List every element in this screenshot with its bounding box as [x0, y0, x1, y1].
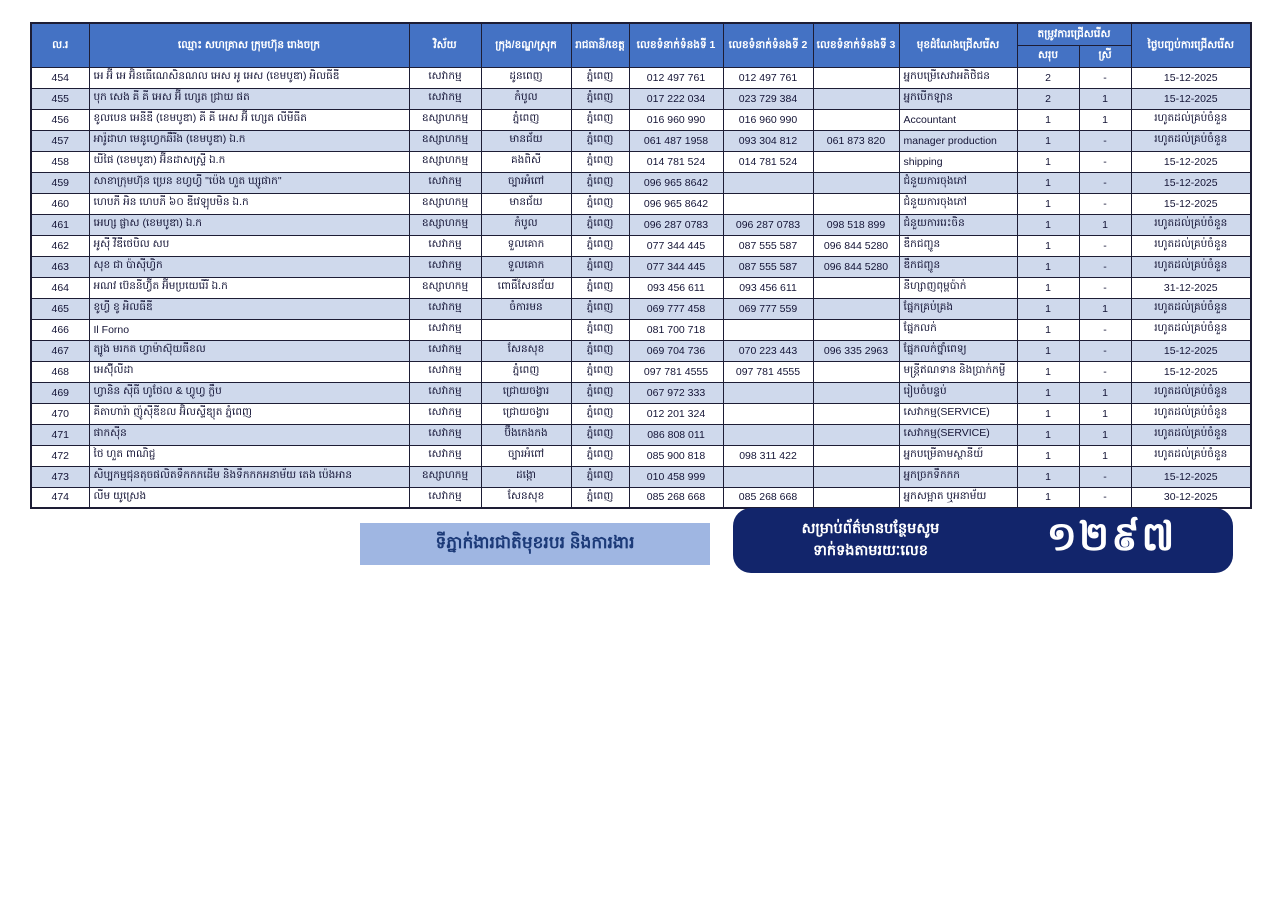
cell-deadline: 15-12-2025	[1131, 193, 1251, 214]
cell-no: 458	[31, 151, 89, 172]
cell-phone1: 077 344 445	[629, 235, 723, 256]
table-body	[31, 67, 1251, 508]
cell-position: ជំនួយការចុងភៅ	[899, 172, 1017, 193]
cell-deadline: 30-12-2025	[1131, 487, 1251, 508]
cell-name: សុខ ជា ប៉ាស៊ីហ្វិក	[89, 256, 409, 277]
cell-province: ភ្នំពេញ	[571, 298, 629, 319]
cell-phone2	[723, 424, 813, 445]
cell-phone1: 061 487 1958	[629, 130, 723, 151]
cell-deadline: រហូតដល់គ្រប់ចំនួន	[1131, 319, 1251, 340]
cell-phone2: 097 781 4555	[723, 361, 813, 382]
cell-total: 1	[1017, 172, 1079, 193]
cell-deadline: រហូតដល់គ្រប់ចំនួន	[1131, 382, 1251, 403]
hotline-banner	[733, 508, 1233, 573]
cell-no: 455	[31, 88, 89, 109]
cell-female: -	[1079, 340, 1131, 361]
cell-female: 1	[1079, 109, 1131, 130]
cell-phone3	[813, 424, 899, 445]
cell-phone3	[813, 172, 899, 193]
cell-female: 1	[1079, 382, 1131, 403]
cell-district: ពោធិ៍សែនជ័យ	[481, 277, 571, 298]
cell-deadline: រហូតដល់គ្រប់ចំនួន	[1131, 424, 1251, 445]
cell-no: 462	[31, 235, 89, 256]
cell-total: 1	[1017, 445, 1079, 466]
cell-phone2: 016 960 990	[723, 109, 813, 130]
table-row	[31, 382, 1251, 403]
cell-phone2: 014 781 524	[723, 151, 813, 172]
cell-position: អ្នកបម្រើតាមស្ថានីយ៍	[899, 445, 1017, 466]
cell-sector: ឧស្សាហកម្ម	[409, 277, 481, 298]
cell-female: -	[1079, 235, 1131, 256]
cell-female: -	[1079, 130, 1131, 151]
cell-province: ភ្នំពេញ	[571, 67, 629, 88]
cell-total: 2	[1017, 67, 1079, 88]
cell-phone3	[813, 151, 899, 172]
cell-name: ផាកស៊ីន	[89, 424, 409, 445]
hotline-caption-line2: ទាក់ទងតាមរយៈលេខ	[813, 542, 928, 559]
cell-total: 1	[1017, 214, 1079, 235]
cell-phone1: 067 972 333	[629, 382, 723, 403]
table-row	[31, 67, 1251, 88]
cell-total: 1	[1017, 130, 1079, 151]
cell-deadline: 15-12-2025	[1131, 466, 1251, 487]
cell-district: សែនសុខ	[481, 487, 571, 508]
cell-phone2: 096 287 0783	[723, 214, 813, 235]
cell-no: 466	[31, 319, 89, 340]
cell-deadline: 15-12-2025	[1131, 67, 1251, 88]
cell-phone3	[813, 466, 899, 487]
cell-sector: សេវាកម្ម	[409, 88, 481, 109]
cell-name: យីផៃ (ខេមបូឌា) អ៊ីនដាសស្ទ្រី ឯ.ក	[89, 151, 409, 172]
table-header	[31, 23, 1251, 67]
cell-phone2	[723, 172, 813, 193]
table-row	[31, 109, 1251, 130]
cell-phone3	[813, 109, 899, 130]
cell-deadline: រហូតដល់គ្រប់ចំនួន	[1131, 130, 1251, 151]
cell-phone2: 093 304 812	[723, 130, 813, 151]
cell-total: 1	[1017, 487, 1079, 508]
cell-sector: សេវាកម្ម	[409, 256, 481, 277]
table-row	[31, 466, 1251, 487]
table-row	[31, 277, 1251, 298]
cell-phone1: 085 268 668	[629, 487, 723, 508]
cell-district: ទួលគោក	[481, 256, 571, 277]
cell-phone1: 014 781 524	[629, 151, 723, 172]
cell-no: 456	[31, 109, 89, 130]
cell-name: អូស៊ី វីឌីថេបិល សប	[89, 235, 409, 256]
cell-female: 1	[1079, 445, 1131, 466]
cell-female: -	[1079, 172, 1131, 193]
agency-banner	[360, 523, 710, 565]
cell-district	[481, 319, 571, 340]
cell-female: 1	[1079, 403, 1131, 424]
cell-district: មានជ័យ	[481, 130, 571, 151]
cell-district: ជ្រោយចង្វារ	[481, 382, 571, 403]
cell-phone1: 081 700 718	[629, 319, 723, 340]
cell-position: អ្នកបម្រើសេវាអតិថិជន	[899, 67, 1017, 88]
cell-province: ភ្នំពេញ	[571, 403, 629, 424]
cell-position: ផ្នែកលក់ថ្នាំពេទ្យ	[899, 340, 1017, 361]
header-need-group: តម្រូវការជ្រើសរើស	[1017, 23, 1131, 45]
cell-phone3: 096 844 5280	[813, 235, 899, 256]
cell-province: ភ្នំពេញ	[571, 424, 629, 445]
cell-deadline: រហូតដល់គ្រប់ចំនួន	[1131, 235, 1251, 256]
cell-no: 461	[31, 214, 89, 235]
recruitment-table	[30, 22, 1252, 509]
cell-phone1: 012 201 324	[629, 403, 723, 424]
cell-sector: សេវាកម្ម	[409, 298, 481, 319]
table-row	[31, 319, 1251, 340]
cell-phone2	[723, 319, 813, 340]
header-need-total: សរុប	[1017, 45, 1079, 67]
cell-district: ទួលគោក	[481, 235, 571, 256]
cell-no: 469	[31, 382, 89, 403]
cell-district: ភ្នំពេញ	[481, 109, 571, 130]
cell-district: សែនសុខ	[481, 340, 571, 361]
cell-sector: សេវាកម្ម	[409, 340, 481, 361]
cell-province: ភ្នំពេញ	[571, 214, 629, 235]
cell-female: -	[1079, 67, 1131, 88]
header-position: មុខដំណែងជ្រើសរើស	[899, 23, 1017, 67]
table-row	[31, 256, 1251, 277]
cell-total: 1	[1017, 256, 1079, 277]
cell-phone1: 017 222 034	[629, 88, 723, 109]
table-row	[31, 445, 1251, 466]
cell-phone3	[813, 319, 899, 340]
cell-phone1: 096 965 8642	[629, 172, 723, 193]
table-row	[31, 487, 1251, 508]
cell-province: ភ្នំពេញ	[571, 130, 629, 151]
cell-phone3: 098 518 899	[813, 214, 899, 235]
cell-name: Il Forno	[89, 319, 409, 340]
cell-total: 1	[1017, 382, 1079, 403]
cell-phone1: 097 781 4555	[629, 361, 723, 382]
cell-name: ខូហ្វី ខូ អិលធីឌី	[89, 298, 409, 319]
cell-sector: សេវាកម្ម	[409, 403, 481, 424]
cell-position: ជំនួយការរេះចិន	[899, 214, 1017, 235]
header-province: រាជធានី/ខេត្ត	[571, 23, 629, 67]
cell-phone1: 096 965 8642	[629, 193, 723, 214]
cell-total: 1	[1017, 151, 1079, 172]
header-phone1: លេខទំនាក់ទំនងទី 1	[629, 23, 723, 67]
cell-name: សាខាក្រុមហ៊ុន ប្រេន ខហ្វហ្វី "ប៉េង ហួត ឃ្សូផាក"	[89, 172, 409, 193]
cell-phone1: 010 458 999	[629, 466, 723, 487]
cell-district: ច្បារអំពៅ	[481, 445, 571, 466]
cell-deadline: 15-12-2025	[1131, 151, 1251, 172]
cell-position: manager production	[899, 130, 1017, 151]
table-row	[31, 172, 1251, 193]
cell-deadline: រហូតដល់គ្រប់ចំនួន	[1131, 214, 1251, 235]
cell-female: -	[1079, 319, 1131, 340]
cell-district: ដង្កោ	[481, 466, 571, 487]
cell-phone3	[813, 88, 899, 109]
table-row	[31, 424, 1251, 445]
cell-deadline: រហូតដល់គ្រប់ចំនួន	[1131, 298, 1251, 319]
cell-deadline: រហូតដល់គ្រប់ចំនួន	[1131, 403, 1251, 424]
cell-name: អេស៊ុីលីដា	[89, 361, 409, 382]
cell-name: គីតាហារ៉ា ញ៉ូស៊ីឌីខល អ៊ិលស្ទីឌ្យុត ភ្នំពេញ	[89, 403, 409, 424]
cell-phone2: 098 311 422	[723, 445, 813, 466]
table-row	[31, 235, 1251, 256]
cell-name: ថៃ ហួត ពាណិជ្ជ	[89, 445, 409, 466]
header-row-number: ល.រ	[31, 23, 89, 67]
cell-position: ជំនួយការចុងភៅ	[899, 193, 1017, 214]
cell-name: អណវ ប៊េននីហ្វ៊ីត អ៊ីមប្រយេរើរី ឯ.ក	[89, 277, 409, 298]
cell-sector: ឧស្សាហកម្ម	[409, 151, 481, 172]
header-district: ក្រុង/ខណ្ឌ/ស្រុក	[481, 23, 571, 67]
cell-no: 454	[31, 67, 89, 88]
hotline-caption-line1: សម្រាប់ព័ត៌មានបន្ថែមសូម	[801, 520, 940, 537]
cell-sector: ឧស្សាហកម្ម	[409, 130, 481, 151]
cell-phone3	[813, 277, 899, 298]
cell-no: 471	[31, 424, 89, 445]
cell-phone2	[723, 403, 813, 424]
cell-phone3	[813, 361, 899, 382]
cell-phone3: 096 844 5280	[813, 256, 899, 277]
cell-position: ផ្នែកគ្រប់គ្រង	[899, 298, 1017, 319]
cell-phone1: 096 287 0783	[629, 214, 723, 235]
cell-phone2: 012 497 761	[723, 67, 813, 88]
cell-district: ច្បារអំពៅ	[481, 172, 571, 193]
cell-district: ចំការមន	[481, 298, 571, 319]
cell-name: អេ អ៊ី អេ អ៊ិនធើណេសិនណល អេស អូ អេស (ខេមបូឌា) អិលធីឌី	[89, 67, 409, 88]
cell-sector: សេវាកម្ម	[409, 487, 481, 508]
cell-female: 1	[1079, 298, 1131, 319]
cell-district: គងពិសី	[481, 151, 571, 172]
cell-no: 459	[31, 172, 89, 193]
cell-total: 1	[1017, 466, 1079, 487]
table-row	[31, 130, 1251, 151]
table-row	[31, 88, 1251, 109]
cell-phone1: 093 456 611	[629, 277, 723, 298]
cell-province: ភ្នំពេញ	[571, 256, 629, 277]
cell-total: 1	[1017, 361, 1079, 382]
cell-sector: ឧស្សាហកម្ម	[409, 109, 481, 130]
cell-no: 473	[31, 466, 89, 487]
cell-phone3	[813, 487, 899, 508]
cell-position: អ្នកច្រកទឹកកក	[899, 466, 1017, 487]
cell-phone1: 069 777 458	[629, 298, 723, 319]
cell-sector: ឧស្សាហកម្ម	[409, 193, 481, 214]
cell-sector: សេវាកម្ម	[409, 235, 481, 256]
cell-province: ភ្នំពេញ	[571, 487, 629, 508]
cell-phone2: 093 456 611	[723, 277, 813, 298]
cell-no: 460	[31, 193, 89, 214]
cell-phone2: 070 223 443	[723, 340, 813, 361]
cell-phone3	[813, 193, 899, 214]
cell-no: 465	[31, 298, 89, 319]
cell-phone1: 069 704 736	[629, 340, 723, 361]
cell-female: 1	[1079, 424, 1131, 445]
cell-province: ភ្នំពេញ	[571, 361, 629, 382]
header-phone2: លេខទំនាក់ទំនងទី 2	[723, 23, 813, 67]
cell-sector: សេវាកម្ម	[409, 67, 481, 88]
cell-position: ផ្នែកលក់	[899, 319, 1017, 340]
cell-phone2: 069 777 559	[723, 298, 813, 319]
cell-total: 1	[1017, 235, 1079, 256]
cell-total: 1	[1017, 319, 1079, 340]
cell-position: ឌឹកជញ្ជូន	[899, 235, 1017, 256]
cell-position: នីហ្សាញពុម្ពប៉ាក់	[899, 277, 1017, 298]
cell-sector: សេវាកម្ម	[409, 424, 481, 445]
cell-position: មន្ត្រីឥណទាន និងប្រាក់កម្ចី	[899, 361, 1017, 382]
cell-phone2: 023 729 384	[723, 88, 813, 109]
cell-phone1: 086 808 011	[629, 424, 723, 445]
cell-total: 1	[1017, 424, 1079, 445]
cell-name: ត្បូង មរកត ហ្វាម៉ាស៊ុយធីខល	[89, 340, 409, 361]
cell-phone1: 012 497 761	[629, 67, 723, 88]
cell-phone3	[813, 403, 899, 424]
cell-province: ភ្នំពេញ	[571, 340, 629, 361]
table-row	[31, 361, 1251, 382]
cell-total: 2	[1017, 88, 1079, 109]
cell-total: 1	[1017, 340, 1079, 361]
cell-total: 1	[1017, 298, 1079, 319]
cell-no: 468	[31, 361, 89, 382]
cell-phone2	[723, 466, 813, 487]
cell-phone1: 016 960 990	[629, 109, 723, 130]
cell-phone1: 077 344 445	[629, 256, 723, 277]
cell-total: 1	[1017, 109, 1079, 130]
cell-deadline: រហូតដល់គ្រប់ចំនួន	[1131, 109, 1251, 130]
cell-phone3	[813, 445, 899, 466]
cell-phone3	[813, 382, 899, 403]
cell-phone2	[723, 382, 813, 403]
cell-position: ឌឹកជញ្ជូន	[899, 256, 1017, 277]
cell-female: -	[1079, 466, 1131, 487]
cell-phone2: 087 555 587	[723, 256, 813, 277]
cell-position: សេវាកម្ម(SERVICE)	[899, 403, 1017, 424]
cell-no: 472	[31, 445, 89, 466]
header-sector: វិស័យ	[409, 23, 481, 67]
cell-province: ភ្នំពេញ	[571, 382, 629, 403]
cell-name: លីម យូស្រេង	[89, 487, 409, 508]
cell-sector: សេវាកម្ម	[409, 361, 481, 382]
cell-female: -	[1079, 487, 1131, 508]
cell-deadline: 15-12-2025	[1131, 361, 1251, 382]
cell-name: ហ្វានិន ស៊ីធី ហូថែល & ហ្វូហ្វ ក្លឹប	[89, 382, 409, 403]
cell-female: -	[1079, 193, 1131, 214]
cell-phone2	[723, 193, 813, 214]
cell-position: shipping	[899, 151, 1017, 172]
cell-name: បុក សេង គី គី អេស អ៊ី ហ្សេត ជ្រាយ ផត	[89, 88, 409, 109]
table-row	[31, 214, 1251, 235]
cell-position: អ្នកបើកឡាន	[899, 88, 1017, 109]
cell-deadline: រហូតដល់គ្រប់ចំនួន	[1131, 445, 1251, 466]
cell-sector: សេវាកម្ម	[409, 319, 481, 340]
cell-total: 1	[1017, 277, 1079, 298]
cell-district: ជ្រោយចង្វារ	[481, 403, 571, 424]
cell-deadline: 15-12-2025	[1131, 88, 1251, 109]
cell-province: ភ្នំពេញ	[571, 445, 629, 466]
cell-district: កំបូល	[481, 88, 571, 109]
cell-position: រៀបចំបន្ទប់	[899, 382, 1017, 403]
cell-province: ភ្នំពេញ	[571, 109, 629, 130]
cell-district: មានជ័យ	[481, 193, 571, 214]
cell-district: ប៊ឹងកេងកង	[481, 424, 571, 445]
cell-no: 457	[31, 130, 89, 151]
cell-district: ភ្នំពេញ	[481, 361, 571, 382]
table-row	[31, 298, 1251, 319]
cell-deadline: រហូតដល់គ្រប់ចំនួន	[1131, 256, 1251, 277]
header-phone3: លេខទំនាក់ទំនងទី 3	[813, 23, 899, 67]
cell-province: ភ្នំពេញ	[571, 172, 629, 193]
cell-total: 1	[1017, 403, 1079, 424]
cell-position: សេវាកម្ម(SERVICE)	[899, 424, 1017, 445]
cell-name: ខូលបេន អេនីឌី (ខេមបូឌា) គី គី អេស អ៊ី ហ្សេត លីមីធីត	[89, 109, 409, 130]
cell-phone1: 085 900 818	[629, 445, 723, 466]
cell-sector: សេវាកម្ម	[409, 382, 481, 403]
hotline-number: ១២៩៧	[1046, 515, 1177, 559]
cell-province: ភ្នំពេញ	[571, 235, 629, 256]
agency-banner-label: ទីភ្នាក់ងារជាតិមុខរបរ និងការងារ	[435, 532, 635, 552]
cell-name: ហេបភី អិន ហេបភី ៦០ ឌីវេឡុបមិន ឯ.ក	[89, 193, 409, 214]
table-row	[31, 340, 1251, 361]
cell-name: សិប្បកម្មជុនតុចផលិតទឹកកកដើម និងទឹកកកអនាម័យ តេង ប៉េងអាន	[89, 466, 409, 487]
cell-female: -	[1079, 277, 1131, 298]
cell-phone3: 061 873 820	[813, 130, 899, 151]
cell-name: អារ៉ូដាហ មេនូហ្វេកឆឺរីង (ខេមបូឌា) ឯ.ក	[89, 130, 409, 151]
cell-province: ភ្នំពេញ	[571, 88, 629, 109]
cell-female: 1	[1079, 214, 1131, 235]
cell-province: ភ្នំពេញ	[571, 151, 629, 172]
cell-deadline: 15-12-2025	[1131, 172, 1251, 193]
cell-female: 1	[1079, 88, 1131, 109]
cell-position: អ្នកសម្អាត ឬអនាម័យ	[899, 487, 1017, 508]
cell-sector: សេវាកម្ម	[409, 172, 481, 193]
cell-phone3	[813, 298, 899, 319]
cell-deadline: 31-12-2025	[1131, 277, 1251, 298]
cell-phone3	[813, 67, 899, 88]
cell-province: ភ្នំពេញ	[571, 319, 629, 340]
cell-female: -	[1079, 151, 1131, 172]
cell-district: ដូនពេញ	[481, 67, 571, 88]
cell-no: 470	[31, 403, 89, 424]
header-deadline: ថ្ងៃបញ្ចប់ការជ្រើសរើស	[1131, 23, 1251, 67]
cell-no: 463	[31, 256, 89, 277]
cell-total: 1	[1017, 193, 1079, 214]
table-row	[31, 403, 1251, 424]
cell-deadline: 15-12-2025	[1131, 340, 1251, 361]
table-row	[31, 193, 1251, 214]
cell-sector: ឧស្សាហកម្ម	[409, 214, 481, 235]
header-company-name: ឈ្មោះ សហគ្រាស ក្រុមហ៊ុន រោងចក្រ	[89, 23, 409, 67]
cell-province: ភ្នំពេញ	[571, 193, 629, 214]
cell-female: -	[1079, 361, 1131, 382]
cell-district: កំបូល	[481, 214, 571, 235]
hotline-caption	[733, 519, 1008, 563]
cell-province: ភ្នំពេញ	[571, 277, 629, 298]
cell-female: -	[1079, 256, 1131, 277]
cell-province: ភ្នំពេញ	[571, 466, 629, 487]
cell-no: 474	[31, 487, 89, 508]
cell-name: អេហ្ស ផ្លាស (ខេមបូឌា) ឯ.ក	[89, 214, 409, 235]
cell-position: Accountant	[899, 109, 1017, 130]
cell-no: 467	[31, 340, 89, 361]
cell-sector: ឧស្សាហកម្ម	[409, 466, 481, 487]
cell-phone2: 085 268 668	[723, 487, 813, 508]
cell-sector: សេវាកម្ម	[409, 445, 481, 466]
cell-no: 464	[31, 277, 89, 298]
table-row	[31, 151, 1251, 172]
cell-phone3: 096 335 2963	[813, 340, 899, 361]
cell-phone2: 087 555 587	[723, 235, 813, 256]
header-need-female: ស្រី	[1079, 45, 1131, 67]
